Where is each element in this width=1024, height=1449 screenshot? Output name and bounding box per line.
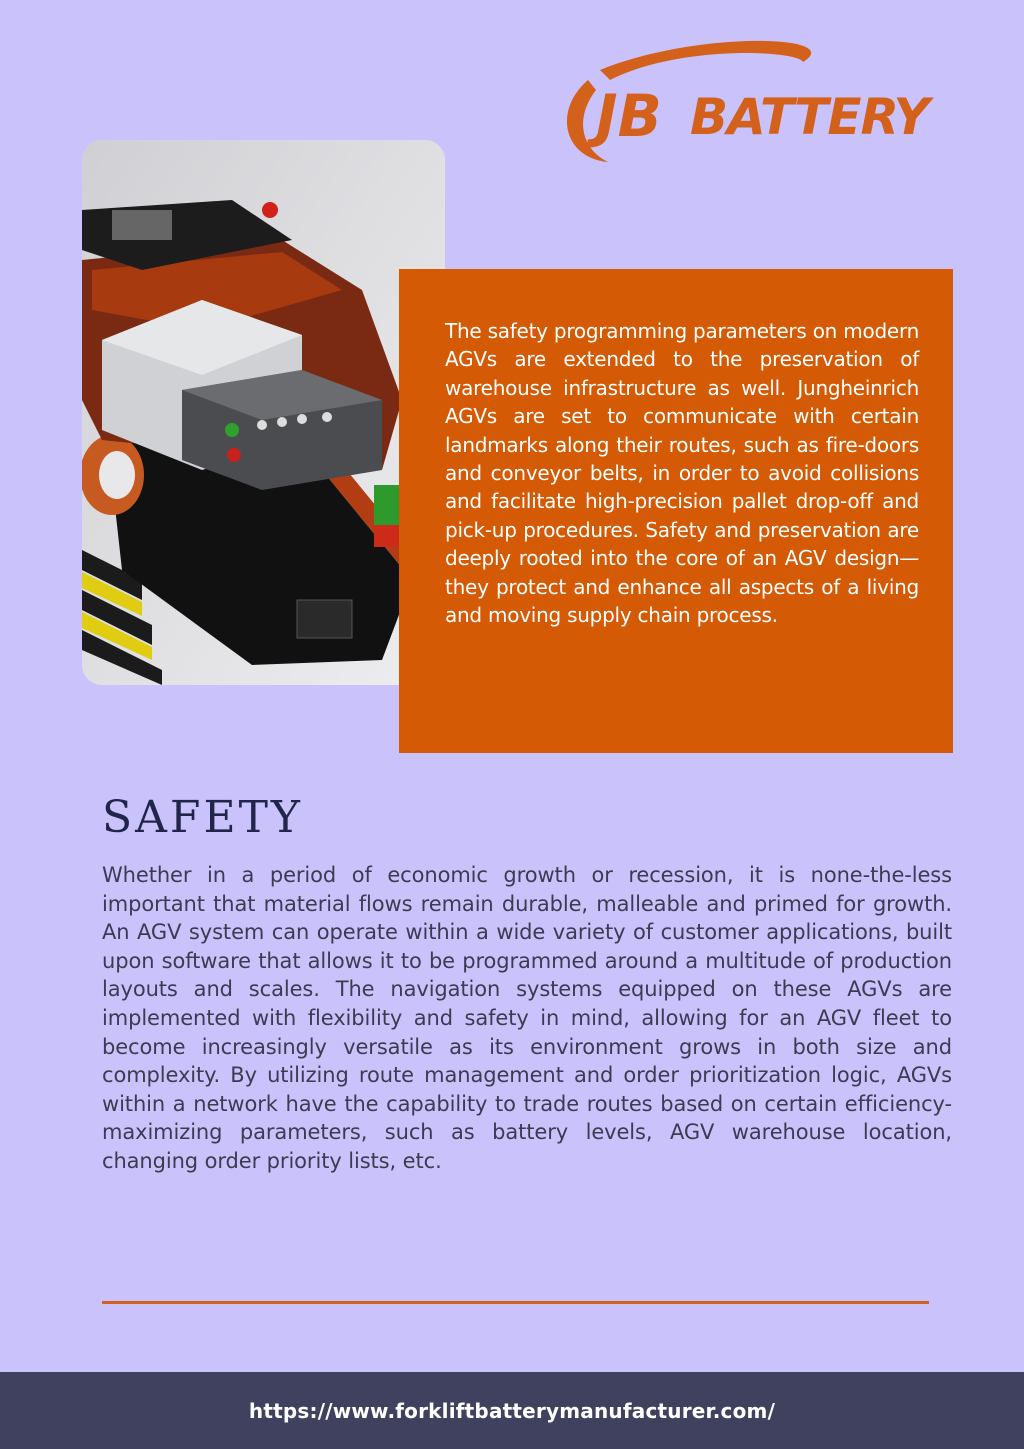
jb-battery-logo-icon	[548, 40, 958, 170]
website-link[interactable]: https://www.forkliftbatterymanufacturer.com/	[248, 1398, 776, 1423]
callout-box	[399, 269, 953, 753]
section-title: SAFETY	[102, 792, 303, 843]
agv-photo	[82, 140, 445, 685]
logo-mark: JB	[596, 82, 662, 150]
agv-robot-image	[82, 140, 445, 685]
callout-text: The safety programming parameters on modern AGVs are extended to the preservation of warehouse infrastructure as well. Jungheinrich AGVs are set to communicate with certain landmarks along their routes, such as fire-doors and conveyor belts, in order to avoid collisions and facilitate high-precision pallet drop-off and pick-up procedures. Safety and preservation are deeply rooted into the core of an AGV design—they protect and enhance all aspects of a living and moving supply chain process.	[445, 319, 919, 628]
jb-battery-logo	[548, 40, 958, 170]
footer-bar	[0, 1372, 1024, 1449]
divider	[102, 1301, 929, 1304]
logo-name: BATTERY	[690, 88, 929, 146]
section-body: Whether in a period of economic growth or recession, it is none-the-less important that material flows remain durable, malleable and primed for growth. An AGV system can operate within a wide variety of customer applications, built upon software that allows it to be programmed around a multitude of production layouts and scales. The navigation systems equipped on these AGVs are implemented with flexibility and safety in mind, allowing for an AGV fleet to become increasingly versatile as its environment grows in both size and complexity. By utilizing route management and order prioritization logic, AGVs within a network have the capability to trade routes based on certain efficiency-maximizing parameters, such as battery levels, AGV warehouse location, changing order priority lists, etc.	[102, 863, 952, 1173]
